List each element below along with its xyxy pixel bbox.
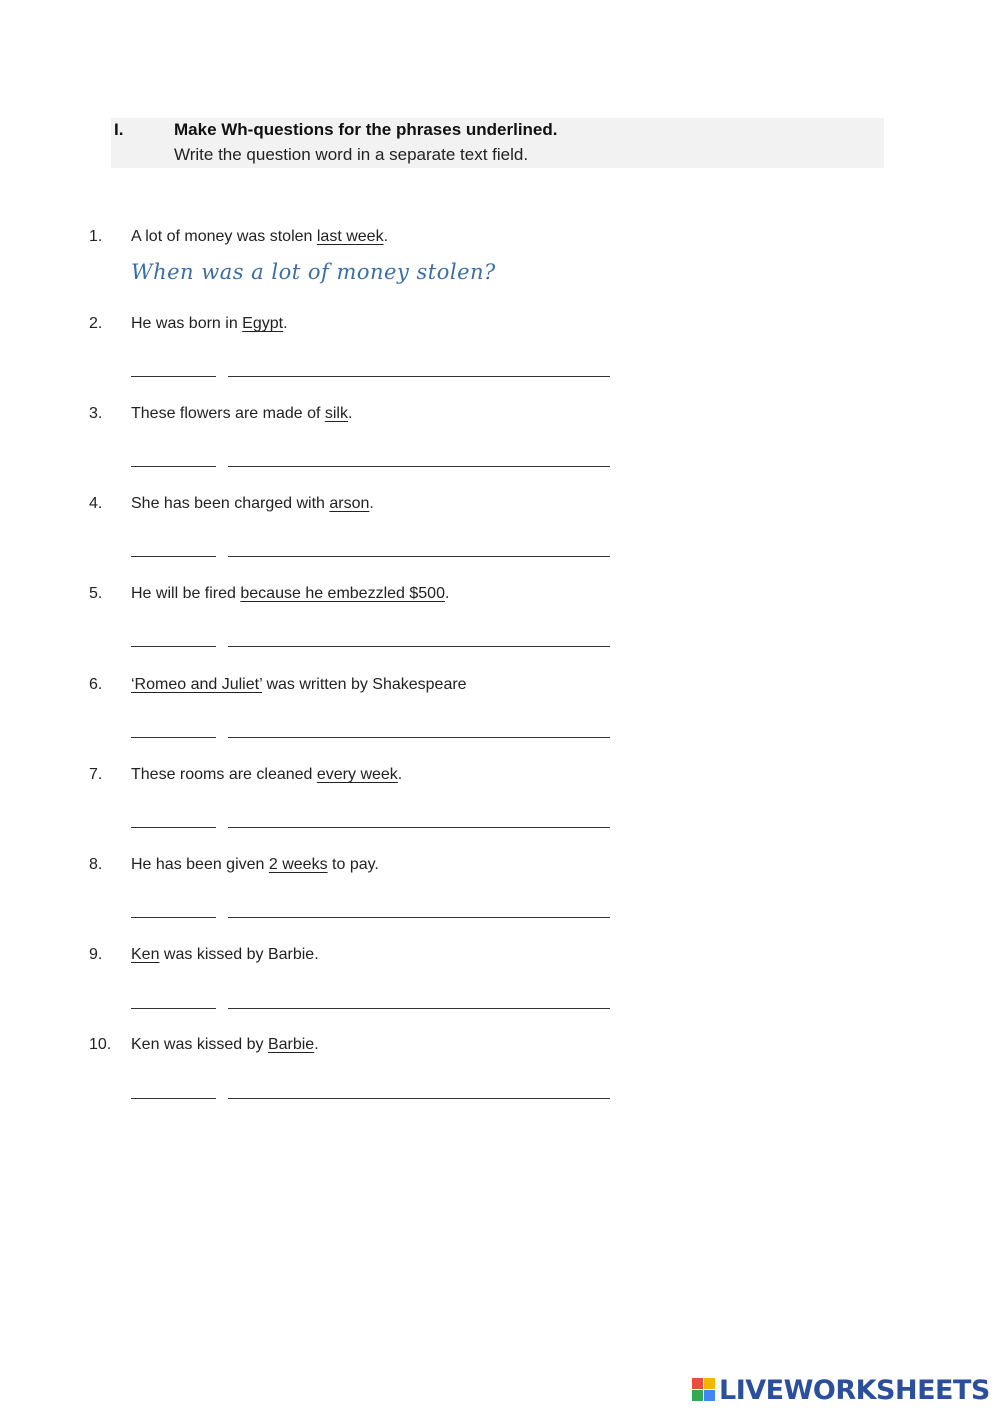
question-sentence: He will be fired because he embezzled $500. xyxy=(131,585,450,602)
logo-square xyxy=(704,1378,715,1389)
answer-field[interactable] xyxy=(228,1098,610,1099)
underlined-phrase: silk xyxy=(324,405,348,422)
question-word-field[interactable] xyxy=(131,1098,216,1099)
question-word-field[interactable] xyxy=(131,646,216,647)
question-number: 1. xyxy=(89,228,103,245)
underlined-phrase: ‘Romeo and Juliet’ xyxy=(131,676,263,693)
question-sentence: Ken was kissed by Barbie. xyxy=(131,1036,319,1053)
question-sentence: Ken was kissed by Barbie. xyxy=(131,946,319,963)
underlined-phrase: arson xyxy=(329,495,370,512)
question-sentence: ‘Romeo and Juliet’ was written by Shakespeare xyxy=(131,676,467,693)
underlined-phrase: Egypt xyxy=(242,315,284,332)
question-word-field[interactable] xyxy=(131,917,216,918)
question-number: 8. xyxy=(89,856,103,873)
answer-field[interactable] xyxy=(228,556,610,557)
logo-square xyxy=(704,1390,715,1401)
instruction-header xyxy=(111,118,884,168)
underlined-phrase: 2 weeks xyxy=(268,856,328,873)
question-word-field[interactable] xyxy=(131,827,216,828)
answer-field[interactable] xyxy=(228,1008,610,1009)
question-word-field[interactable] xyxy=(131,737,216,738)
question-number: 6. xyxy=(89,676,103,693)
question-word-field[interactable] xyxy=(131,466,216,467)
answer-field[interactable] xyxy=(228,827,610,828)
question-word-field[interactable] xyxy=(131,1008,216,1009)
liveworksheets-logo xyxy=(692,1374,990,1406)
question-sentence: He has been given 2 weeks to pay. xyxy=(131,856,379,873)
underlined-phrase: last week xyxy=(316,228,384,245)
question-word-field[interactable] xyxy=(131,556,216,557)
logo-text: LIVEWORKSHEETS xyxy=(719,1374,990,1406)
question-sentence: She has been charged with arson. xyxy=(131,495,374,512)
question-sentence: A lot of money was stolen last week. xyxy=(131,228,389,245)
instruction-subtitle: Write the question word in a separate text field. xyxy=(174,145,529,164)
question-item xyxy=(0,676,1000,696)
question-item xyxy=(0,315,1000,335)
question-number: 5. xyxy=(89,585,103,602)
question-number: 2. xyxy=(89,315,103,332)
underlined-phrase: Barbie xyxy=(267,1036,315,1053)
question-number: 10. xyxy=(89,1036,112,1053)
question-item xyxy=(0,1036,1000,1056)
answer-field[interactable] xyxy=(228,917,610,918)
section-number: I. xyxy=(114,120,124,139)
underlined-phrase: every week xyxy=(316,766,398,783)
example-answer: When was a lot of money stolen? xyxy=(131,260,496,284)
question-word-field[interactable] xyxy=(131,376,216,377)
answer-field[interactable] xyxy=(228,737,610,738)
question-item xyxy=(0,766,1000,786)
question-item xyxy=(0,946,1000,966)
underlined-phrase: because he embezzled $500 xyxy=(240,585,445,602)
question-item xyxy=(0,585,1000,605)
question-sentence: These rooms are cleaned every week. xyxy=(131,766,403,783)
question-item xyxy=(0,856,1000,876)
question-number: 7. xyxy=(89,766,103,783)
instruction-title: Make Wh-questions for the phrases underlined. xyxy=(174,120,558,139)
question-number: 9. xyxy=(89,946,103,963)
answer-field[interactable] xyxy=(228,646,610,647)
logo-squares-icon xyxy=(692,1378,716,1402)
answer-field[interactable] xyxy=(228,466,610,467)
question-item xyxy=(0,405,1000,425)
question-sentence: He was born in Egypt. xyxy=(131,315,288,332)
question-item xyxy=(0,228,1000,248)
question-number: 3. xyxy=(89,405,103,422)
question-number: 4. xyxy=(89,495,103,512)
question-item xyxy=(0,495,1000,515)
logo-square xyxy=(692,1378,703,1389)
question-sentence: These flowers are made of silk. xyxy=(131,405,353,422)
logo-square xyxy=(692,1390,703,1401)
underlined-phrase: Ken xyxy=(131,946,160,963)
answer-field[interactable] xyxy=(228,376,610,377)
